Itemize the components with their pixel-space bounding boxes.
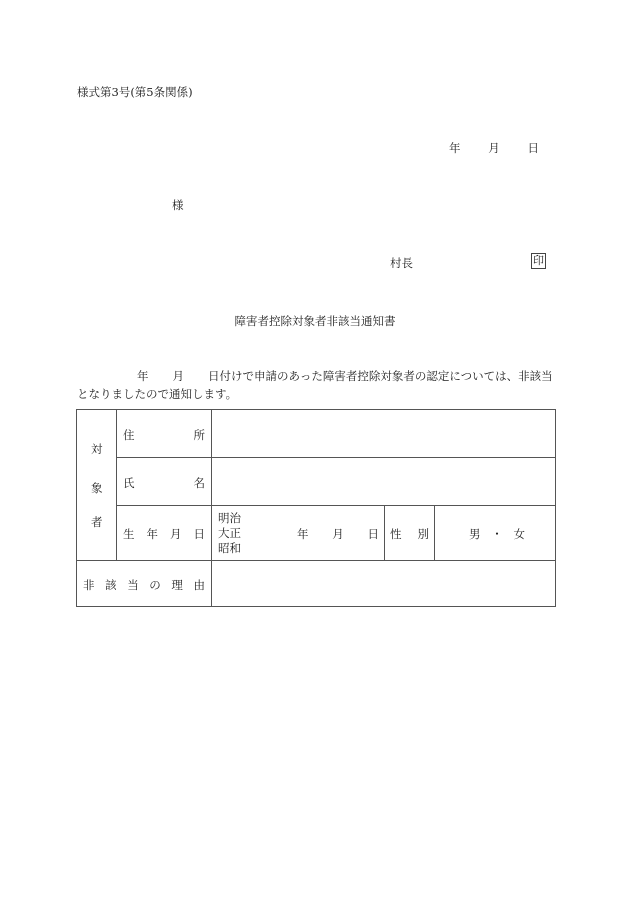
sex-label: 性 別: [390, 527, 429, 541]
divider: [77, 560, 556, 561]
issue-date-year: 年: [449, 141, 461, 155]
sex-options[interactable]: [469, 526, 525, 542]
sex-option-male[interactable]: 男: [469, 527, 481, 541]
addressee-suffix: 様: [172, 198, 184, 212]
divider: [116, 457, 556, 458]
seal-mark: 印: [533, 254, 544, 267]
reason-label: 非 該 当 の 理 由: [83, 578, 205, 592]
divider: [116, 410, 117, 560]
address-label: 住 所: [123, 428, 205, 442]
era-options[interactable]: [218, 511, 241, 556]
era-showa[interactable]: 昭和: [218, 541, 241, 555]
birthdate-units[interactable]: 年 月 日: [297, 527, 379, 541]
era-meiji[interactable]: 明治: [218, 511, 241, 525]
body-text: 日付けで申請のあった障害者控除対象者の認定については、非該当となりましたので通知します。: [77, 369, 553, 401]
body-month: 月: [172, 369, 184, 383]
issue-date: [449, 140, 539, 156]
form-number: 様式第3号(第5条関係): [77, 85, 193, 99]
group-label-char: 対: [91, 442, 103, 456]
subject-table: [76, 409, 556, 607]
divider: [211, 410, 212, 607]
era-taisho[interactable]: 大正: [218, 526, 241, 540]
address-field[interactable]: [217, 424, 547, 448]
sex-option-female[interactable]: 女: [513, 527, 525, 541]
name-label: 氏 名: [123, 476, 205, 490]
reason-field[interactable]: [217, 570, 547, 598]
sex-separator: ・: [491, 527, 503, 541]
issue-date-month: 月: [488, 141, 500, 155]
body-year: 年: [137, 369, 149, 383]
divider: [116, 505, 556, 506]
birthdate-label: 生 年 月 日: [123, 527, 205, 541]
document-title: 障害者控除対象者非該当通知書: [234, 314, 396, 328]
group-label-char: 者: [91, 515, 103, 529]
group-label-char: 象: [91, 481, 103, 495]
notice-body: [77, 367, 561, 403]
issuer-title: 村長: [390, 256, 413, 270]
divider: [384, 505, 385, 560]
name-field[interactable]: [217, 470, 547, 494]
issue-date-day: 日: [527, 141, 539, 155]
divider: [434, 505, 435, 560]
